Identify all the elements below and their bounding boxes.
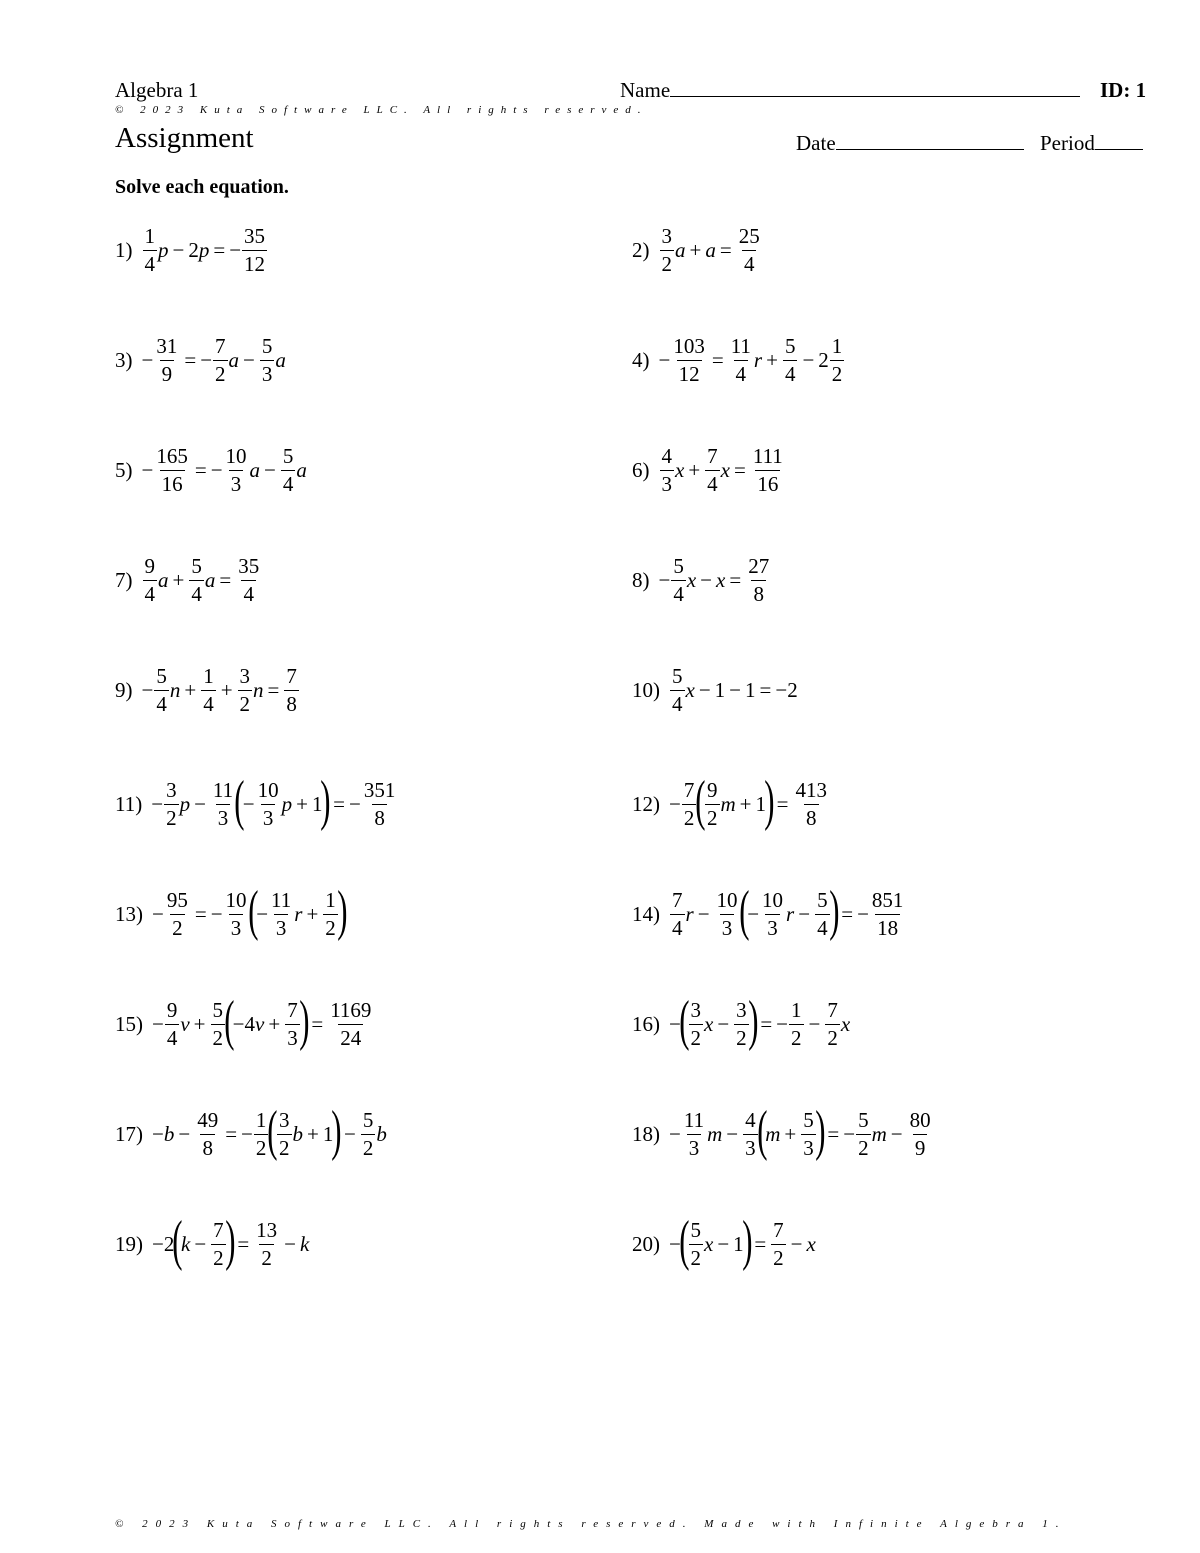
problem-number: 3) bbox=[115, 348, 133, 372]
problem-number: 10) bbox=[632, 678, 660, 702]
date-field[interactable] bbox=[796, 131, 1024, 156]
problem-17: 17) − b − $\frac{49}{8}$ = − $\frac{1}{2}$ ( $\frac{3}{2}$ b + 1 ) − $\frac{5}{2}$ b bbox=[115, 1100, 387, 1162]
problem-7: 7) $\frac{9}{4}$ a + $\frac{5}{4}$ a = $\frac{35}{4}$ bbox=[115, 554, 260, 606]
problem-number: 18) bbox=[632, 1121, 660, 1146]
problem-number: 19) bbox=[115, 1231, 143, 1256]
problem-number: 6) bbox=[632, 458, 650, 482]
problem-18: 18) − $\frac{11}{3}$ m − $\frac{4}{3}$ ( m + $\frac{5}{3}$ ) = − $\frac{5}{2}$ m − $\frac{80}{9}$ bbox=[632, 1100, 931, 1162]
period-field[interactable] bbox=[1040, 131, 1143, 156]
date-label: Date bbox=[796, 131, 836, 155]
problem-8: 8) − $\frac{5}{4}$ x − x = $\frac{27}{8}$ bbox=[632, 554, 770, 606]
problem-11: 11) − $\frac{3}{2}$ p − $\frac{11}{3}$ ( − $\frac{10}{3}$ p + 1 ) = − $\frac{351}{8}$ bbox=[115, 770, 396, 832]
problem-5: 5) − $\frac{165}{16}$ = − $\frac{10}{3}$ a − $\frac{5}{4}$ a bbox=[115, 444, 307, 496]
problem-number: 9) bbox=[115, 678, 133, 702]
problem-number: 14) bbox=[632, 901, 660, 926]
problem-10: 10) $\frac{5}{4}$ x − 1 − 1 = −2 bbox=[632, 664, 798, 716]
problem-number: 7) bbox=[115, 568, 133, 592]
name-label: Name bbox=[620, 78, 671, 102]
problem-number: 13) bbox=[115, 901, 143, 926]
problem-number: 15) bbox=[115, 1011, 143, 1036]
id-label: ID: 1 bbox=[1100, 78, 1147, 102]
problem-12: 12) − $\frac{7}{2}$ ( $\frac{9}{2}$ m + 1 ) = $\frac{413}{8}$ bbox=[632, 770, 828, 832]
problem-4: 4) − $\frac{103}{12}$ = $\frac{11}{4}$ r + $\frac{5}{4}$ − 2 $\frac{1}{2}$ bbox=[632, 334, 843, 386]
problem-number: 20) bbox=[632, 1231, 660, 1256]
date-line[interactable] bbox=[836, 149, 1024, 150]
problem-15: 15) − $\frac{9}{4}$ v + $\frac{5}{2}$ ( −4 v + $\frac{7}{3}$ ) = $\frac{1169}{24}$ bbox=[115, 990, 372, 1052]
problem-3: 3) − $\frac{31}{9}$ = − $\frac{7}{2}$ a − $\frac{5}{3}$ a bbox=[115, 334, 286, 386]
page-title: Assignment bbox=[115, 122, 254, 154]
problem-number: 4) bbox=[632, 348, 650, 372]
problem-9: 9) − $\frac{5}{4}$ n + $\frac{1}{4}$ + $\frac{3}{2}$ n = $\frac{7}{8}$ bbox=[115, 664, 297, 716]
problem-number: 1) bbox=[115, 238, 133, 262]
name-field[interactable] bbox=[620, 78, 1080, 103]
problem-1: 1) $\frac{1}{4}$ p − 2 p = − $\frac{35}{12}$ bbox=[115, 224, 266, 276]
problem-number: 8) bbox=[632, 568, 650, 592]
footer-copyright: © 2023 Kuta Software LLC. All rights reserved. Made with Infinite Algebra 1. bbox=[115, 1518, 1067, 1530]
course-title: Algebra 1 bbox=[115, 78, 199, 102]
instructions: Solve each equation. bbox=[115, 176, 289, 198]
copyright-header: © 2023 Kuta Software LLC. All rights reserved. bbox=[115, 104, 648, 116]
period-label: Period bbox=[1040, 131, 1095, 155]
problem-number: 2) bbox=[632, 238, 650, 262]
problem-number: 12) bbox=[632, 791, 660, 816]
problem-2: 2) $\frac{3}{2}$ a + a = $\frac{25}{4}$ bbox=[632, 224, 760, 276]
problem-20: 20) − ( $\frac{5}{2}$ x − 1 ) = $\frac{7}{2}$ − x bbox=[632, 1210, 816, 1272]
problem-number: 16) bbox=[632, 1011, 660, 1036]
problem-13: 13) − $\frac{95}{2}$ = − $\frac{10}{3}$ ( − $\frac{11}{3}$ r + $\frac{1}{2}$ ) bbox=[115, 880, 348, 942]
problem-number: 17) bbox=[115, 1121, 143, 1146]
problem-6: 6) $\frac{4}{3}$ x + $\frac{7}{4}$ x = $\frac{111}{16}$ bbox=[632, 444, 783, 496]
problem-14: 14) $\frac{7}{4}$ r − $\frac{10}{3}$ ( − $\frac{10}{3}$ r − $\frac{5}{4}$ ) = − $\frac{851}{18}$ bbox=[632, 880, 904, 942]
period-line[interactable] bbox=[1095, 149, 1143, 150]
name-line[interactable] bbox=[670, 96, 1080, 97]
problem-number: 5) bbox=[115, 458, 133, 482]
problem-19: 19) −2 ( k − $\frac{7}{2}$ ) = $\frac{13}{2}$ − k bbox=[115, 1210, 310, 1272]
problem-16: 16) − ( $\frac{3}{2}$ x − $\frac{3}{2}$ ) = − $\frac{1}{2}$ − $\frac{7}{2}$ x bbox=[632, 990, 851, 1052]
problem-number: 11) bbox=[115, 791, 143, 816]
